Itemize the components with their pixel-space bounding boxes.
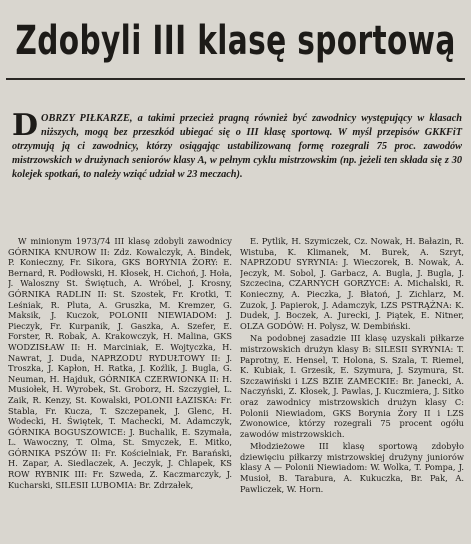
column-right <box>240 236 464 542</box>
paragraph: W minionym 1973/74 III klasę zdobyli zawodnicy GÓRNIKA KNUROW II: Zdz. Kowalczyk, A. Bindek, P. Konieczny, Fr. Sikora, GKS BORYNIA ŻORY: E. Bernard, R. Podłowski, H. Kłosek, H. Cichoń, J. Hoła, J. Waloszny St. Świętuch, A. Wróbel, J. Krosny, GÓRNIKA RADLIN II: St. Szostek, Fr. Krotki, T. Leśniak, R. Pluta, A. Gruszka, M. Kremzer, G. Maksik, J. Kuczok, POLONII NIEWIADOM: J. Pieczyk, Fr. Kurpanik, J. Gaszka, A. Szefer, E. Forster, R. Robak, A. Krakowczyk, H. Malina, GKS WODZISŁAW II: H. Marciniak, E. Wojtyczka, H. Nawrat, J. Duda, NAPRZODU RYDUŁTOWY II: J. Troszka, J. Kapłon, H. Ratka, J. Koźlik, J. Bugla, G. Neuman, H. Hajduk, GÓRNIKA CZERWIONKA II: H. Musiołek, H. Wyrobek, St. Groborz, H. Szczygieł, L. Zaik, R. Kenzy, St. Kowalski, POLONII ŁAZISKA: Fr. Stabla, Fr. Kucza, T. Szczepanek, J. Glenc, H. Wodecki, H. Świętek, T. Machecki, M. Adamczyk, GÓRNIKA BOGUSZOWICE: J. Buchalik, E. Szymała, L. Wawoczny, T. Olma, St. Smyczek, E. Mitko, GÓRNIKA PSZÓW II: Fr. Kościelniak, Fr. Barański, H. Zapar, A. Siedlaczek, A. Jeczyk, J. Chlapek, KS ROW RYBNIK III: Fr. Szweda, Z. Kaczmarczyk, J. Kucharski, SILESII LUBOMIA: Br. Zdrzałek, <box>8 236 232 490</box>
drop-cap: D <box>12 108 39 143</box>
article-columns <box>8 236 464 542</box>
paragraph: E. Pytlik, H. Szymiczek, Cz. Nowak, H. Bałazin, R. Wistuba, K. Klimanek, M. Burek, A. Szryt, NAPRZODU SYRYNIA: J. Wieczorek, B. Nowak, A. Jeczyk, M. Sobol, J. Garbacz, A. Bugla, J. Bugla, J. Szczecina, CZARNYCH GORZYCE: A. Michalski, R. Konieczny, A. Pieczka, J. Błatoń, J. Zichlarz, M. Zuzok, J. Papierok, J. Adamczyk, LZS PSTRĄŻNA: K. Dudek, J. Boczek, A. Jurecki, J. Piątek, E. Nitner, OLZA GODÓW: H. Polysz, W. Dembiński. <box>240 236 464 331</box>
lead-text: OBRZY PIŁKARZE, a takimi przecież pragną również być zawodnicy występujący w klasach niższych, mogą bez przeszkód ubiegać się o III klasę sportową. W myśl przepisów GKKFiT otrzymują ją ci zawodnicy, którzy osiągając ustabilizowaną formę rozegrali 75 proc. zawodów mistrzowskich w drużynach seniorów klasy A, w pełnym cyklu mistrzowskim (np. jeżeli ten składa się z 30 kolejek spotkań, to należy wziąć udział w 23 meczach). <box>12 113 462 180</box>
lead-paragraph <box>12 108 462 182</box>
column-left <box>8 236 232 542</box>
headline <box>6 4 465 80</box>
paragraph: Na podobnej zasadzie III klasę uzyskali piłkarze mistrzowskich drużyn klasy B: SILESII SYRYNIA: T. Paprotny, E. Hensel, T. Holona, S. Szala, T. Riemel, K. Kubiak, I. Grzesik, E. Szymura, J. Szymura, St. Szczawiński i LZS BZIE ZAMECKIE: Br. Janecki, A. Naczyński, Z. Kłosek, J. Pawlas, J. Kuczmiera, J. Sitko oraz zawodnicy mistrzowskich drużyn klasy C: Polonii Niewiadom, GKS Borynia Żory II i LZS Zwonowice, którzy rozegrali 75 procent ogółu zawodów mistrzowskich. <box>240 333 464 439</box>
headline-text: Zdobyli III klasę sportową <box>15 18 456 64</box>
paragraph: Młodzieżowe III klasę sportową zdobyło dziewięciu piłkarzy mistrzowskiej drużyny juniorów klasy A — Polonii Niewiadom: W. Wolka, T. Pompa, J. Musioł, B. Tarabura, A. Kukuczka, Br. Pak, A. Pawliczek, W. Horn. <box>240 441 464 494</box>
